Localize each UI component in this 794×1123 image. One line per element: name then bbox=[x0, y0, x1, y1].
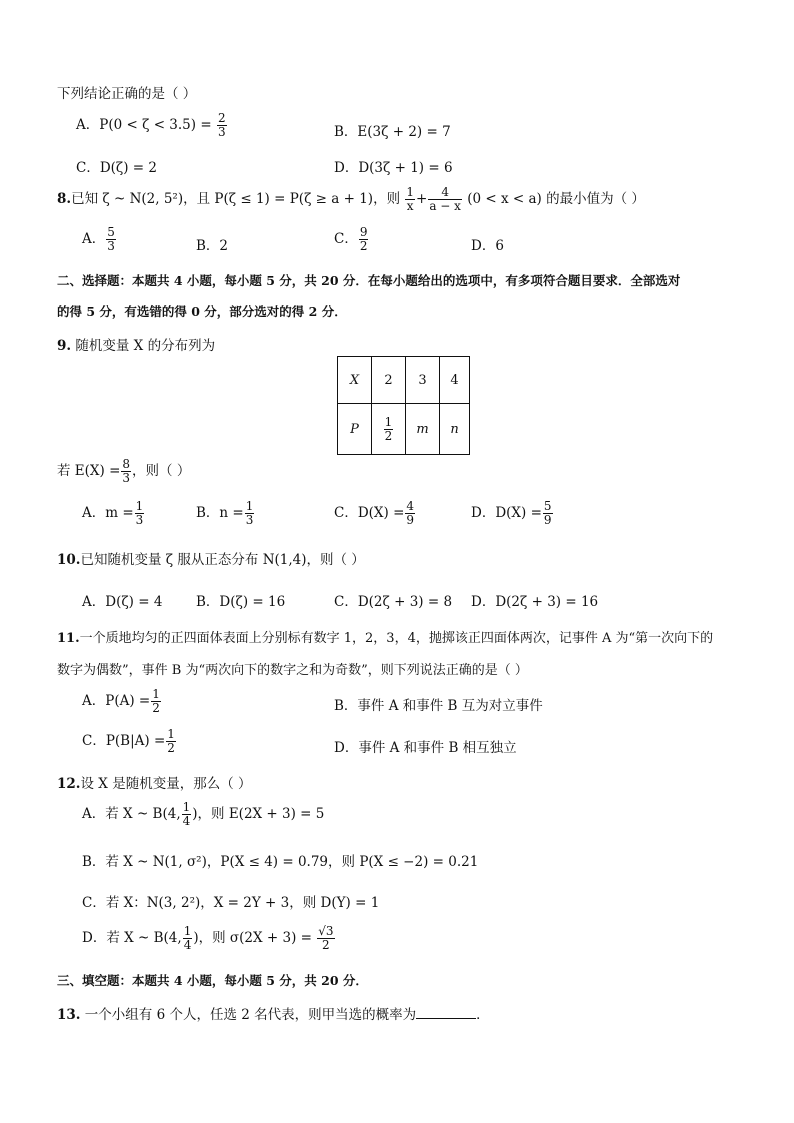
q12-option-b: B．若 X ~ N(1, σ²)，P(X ≤ 4) = 0.79，则 P(X ≤ −2) = 0.21 bbox=[82, 854, 479, 870]
q9-option-c: C．D(X) = $\frac{4}{9}$ bbox=[334, 499, 415, 527]
q7-option-b: B．E(3ζ + 2) = 7 bbox=[334, 124, 451, 140]
table-cell: m bbox=[406, 404, 440, 455]
q9-option-a: A．m = $\frac{1}{3}$ bbox=[82, 499, 144, 527]
q10-option-c: C．D(2ζ + 3) = 8 bbox=[334, 594, 453, 610]
q9-option-b: B．n = $\frac{1}{3}$ bbox=[196, 499, 254, 527]
q12-option-a: A．若 X ~ B(4, $\frac{1}{4}$ )，则 E(2X + 3) = 5 bbox=[82, 800, 325, 828]
table-cell: n bbox=[440, 404, 470, 455]
table-cell: P bbox=[338, 404, 372, 455]
q10-option-a: A．D(ζ) = 4 bbox=[82, 594, 163, 610]
q11-stem: 11.一个质地均匀的正四面体表面上分别标有数字 1，2，3，4，抛掷该正四面体两次，记事件 A 为“第一次向下的 bbox=[57, 631, 714, 646]
table-cell: 2 bbox=[372, 357, 406, 404]
q8-option-c: C． $\frac{9}{2}$ bbox=[334, 225, 368, 253]
q11-stem-cont: 数字为偶数”，事件 B 为“两次向下的数字之和为奇数”，则下列说法正确的是（ ） bbox=[57, 663, 528, 678]
section2-heading: 二、选择题：本题共 4 小题，每小题 5 分，共 20 分．在每小题给出的选项中，有多项符合题目要求．全部选对 bbox=[57, 273, 681, 288]
section2-heading-cont: 的得 5 分，有选错的得 0 分，部分选对的得 2 分． bbox=[57, 304, 347, 319]
table-cell: 3 bbox=[406, 357, 440, 404]
q7-stem: 下列结论正确的是（ ） bbox=[57, 86, 197, 102]
q13-stem: 13. 一个小组有 6 个人，任选 2 名代表，则甲当选的概率为 ． bbox=[57, 1007, 490, 1023]
q11-option-c: C．P(B|A) = $\frac{1}{2}$ bbox=[82, 727, 175, 755]
answer-blank[interactable] bbox=[416, 1006, 476, 1019]
q7-option-d: D．D(3ζ + 1) = 6 bbox=[334, 160, 453, 176]
q8-option-b: B．2 bbox=[196, 238, 229, 254]
table-row bbox=[338, 357, 470, 404]
q12-option-c: C．若 X：N(3, 2²)，X = 2Y + 3，则 D(Y) = 1 bbox=[82, 895, 380, 911]
q12-option-d: D．若 X ~ B(4, $\frac{1}{4}$ )，则 σ(2X + 3) = $\frac{√3}{2}$ bbox=[82, 924, 334, 952]
q11-option-b: B．事件 A 和事件 B 互为对立事件 bbox=[334, 698, 543, 714]
q8-option-d: D．6 bbox=[471, 238, 504, 254]
q9-condition: 若 E(X) = $\frac{8}{3}$ ，则（ ） bbox=[57, 457, 191, 485]
q10-option-d: D．D(2ζ + 3) = 16 bbox=[471, 594, 599, 610]
q10-option-b: B．D(ζ) = 16 bbox=[196, 594, 286, 610]
q8-stem: 8.已知 ζ ~ N(2, 5²)，且 P(ζ ≤ 1) = P(ζ ≥ a + 1)，则 $\frac{1}{x}$ + $\frac{4}{a - x}$ (0 < x < a) 的最小值为（ ） bbox=[57, 185, 645, 213]
section3-heading: 三、填空题：本题共 4 小题，每小题 5 分，共 20 分． bbox=[57, 973, 368, 988]
table-cell: 4 bbox=[440, 357, 470, 404]
q9-option-d: D．D(X) = $\frac{5}{9}$ bbox=[471, 499, 552, 527]
distribution-table bbox=[337, 356, 470, 455]
q7-option-c: C．D(ζ) = 2 bbox=[76, 160, 157, 176]
q8-option-a: A． $\frac{5}{3}$ bbox=[82, 225, 115, 253]
q12-stem: 12.设 X 是随机变量，那么（ ） bbox=[57, 776, 252, 792]
q10-stem: 10.已知随机变量 ζ 服从正态分布 N(1,4)，则（ ） bbox=[57, 552, 365, 568]
table-cell: $\frac{1}{2}$ bbox=[372, 404, 406, 455]
fraction: $\frac{2}{3}$ bbox=[217, 111, 226, 139]
q11-option-d: D．事件 A 和事件 B 相互独立 bbox=[334, 740, 517, 756]
q7-option-a: A．P(0 < ζ < 3.5) = $\frac{2}{3}$ bbox=[76, 111, 226, 139]
table-row bbox=[338, 404, 470, 455]
q11-option-a: A．P(A) = $\frac{1}{2}$ bbox=[82, 687, 160, 715]
table-cell: X bbox=[338, 357, 372, 404]
q9-stem: 9. 随机变量 X 的分布列为 bbox=[57, 338, 216, 354]
